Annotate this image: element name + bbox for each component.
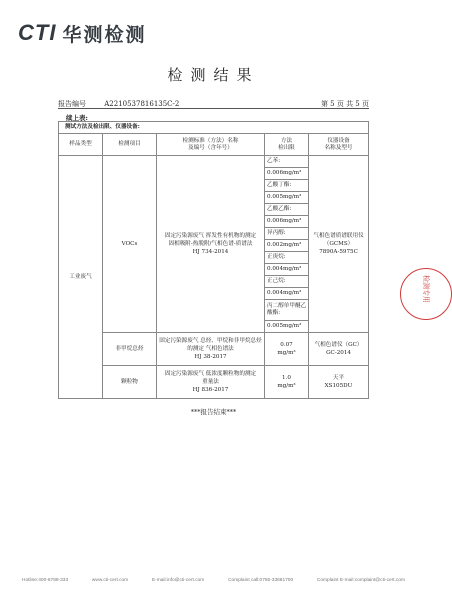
nmhc-item-cell: 非甲烷总烃 bbox=[103, 333, 157, 366]
sample-type-cell: 工业废气 bbox=[59, 156, 103, 399]
table-row bbox=[59, 156, 369, 168]
inspection-seal bbox=[400, 268, 452, 320]
header-item: 检测项目 bbox=[103, 134, 157, 156]
pm-limit-cell: 1.0 mg/m³ bbox=[265, 366, 309, 399]
continued-label: 续上表: bbox=[66, 114, 88, 122]
vocs-instrument-cell: 气相色谱质谱联用仪 （GCMS） 7890A-5975C bbox=[309, 156, 369, 333]
nmhc-standard-cell: 固定污染源废气 总烃、甲烷和非甲烷总烃 的测定 气相色谱法 HJ 38-2017 bbox=[157, 333, 265, 366]
pm-item-cell: 颗粒物 bbox=[103, 366, 157, 399]
nmhc-instrument-cell: 气相色谱仪（GC） GC-2014 bbox=[309, 333, 369, 366]
table-header-row bbox=[59, 134, 369, 156]
vocs-sub-name: 异丙醇: bbox=[265, 228, 309, 240]
vocs-sub-limit: 0.002mg/m³ bbox=[265, 240, 309, 252]
vocs-sub-name: 乙苯: bbox=[265, 156, 309, 168]
vocs-sub-name: 乙酸乙酯: bbox=[265, 204, 309, 216]
nmhc-limit-cell: 0.07 mg/m³ bbox=[265, 333, 309, 366]
pm-instrument-cell: 天平 XS105DU bbox=[309, 366, 369, 399]
vocs-sub-name: 正己烷: bbox=[265, 276, 309, 288]
footer-complaint-email: Complaint E-mail:complaint@cti-cert.com bbox=[316, 578, 405, 583]
vocs-sub-name: 丙二醇单甲醚乙酸酯: bbox=[265, 300, 309, 321]
vocs-sub-limit: 0.004mg/m³ bbox=[265, 264, 309, 276]
vocs-item-cell: VOCs bbox=[103, 156, 157, 333]
footer-website: www.cti-cert.com bbox=[91, 578, 129, 583]
logo-chinese-name: 华测检测 bbox=[62, 23, 147, 46]
page-footer bbox=[22, 578, 405, 583]
company-logo bbox=[18, 20, 146, 46]
vocs-sub-name: 正庚烷: bbox=[265, 252, 309, 264]
header-method-limit: 方法 检出限 bbox=[265, 134, 309, 156]
header-standard: 检测标准（方法）名称 及编号（含年号） bbox=[157, 134, 265, 156]
vocs-sub-limit: 0.005mg/m³ bbox=[265, 192, 309, 204]
vocs-sub-limit: 0.004mg/m³ bbox=[265, 288, 309, 300]
footer-complaint-call: Complaint call:0755-33681700 bbox=[228, 578, 294, 583]
logo-brand: CTI bbox=[18, 20, 57, 45]
page-title: 检测结果 bbox=[167, 66, 260, 84]
page-info: 第 5 页 共 5 页 bbox=[320, 100, 369, 108]
header-rule bbox=[58, 108, 369, 109]
header-instrument: 仪器设备 名称及型号 bbox=[309, 134, 369, 156]
pm-standard-cell: 固定污染源废气 低浓度颗粒物的测定 重量法 HJ 836-2017 bbox=[157, 366, 265, 399]
table-row bbox=[59, 333, 369, 366]
vocs-sub-limit: 0.006mg/m³ bbox=[265, 168, 309, 180]
report-end-text: ***报告结束*** bbox=[190, 408, 237, 416]
vocs-sub-limit: 0.006mg/m³ bbox=[265, 216, 309, 228]
report-number-label: 报告编号 bbox=[58, 100, 86, 108]
vocs-standard-cell: 固定污染源废气 挥发性有机物的测定 固相吸附-热脱附/气相色谱-质谱法 HJ 734-2014 bbox=[157, 156, 265, 333]
results-table bbox=[58, 121, 369, 399]
report-number: A2210537816135C-2 bbox=[104, 100, 180, 108]
footer-hotline: Hotline:400-6788-333 bbox=[22, 578, 69, 583]
vocs-sub-limit: 0.005mg/m³ bbox=[265, 321, 309, 333]
seal-text: 检测专用 bbox=[422, 275, 430, 303]
footer-email: E-mail:info@cti-cert.com bbox=[151, 578, 205, 583]
section-label: 测试方法及检出限、仪器设备: bbox=[59, 122, 369, 134]
vocs-sub-name: 乙酸丁酯: bbox=[265, 180, 309, 192]
table-row bbox=[59, 366, 369, 399]
header-sample-type: 样品类型 bbox=[59, 134, 103, 156]
